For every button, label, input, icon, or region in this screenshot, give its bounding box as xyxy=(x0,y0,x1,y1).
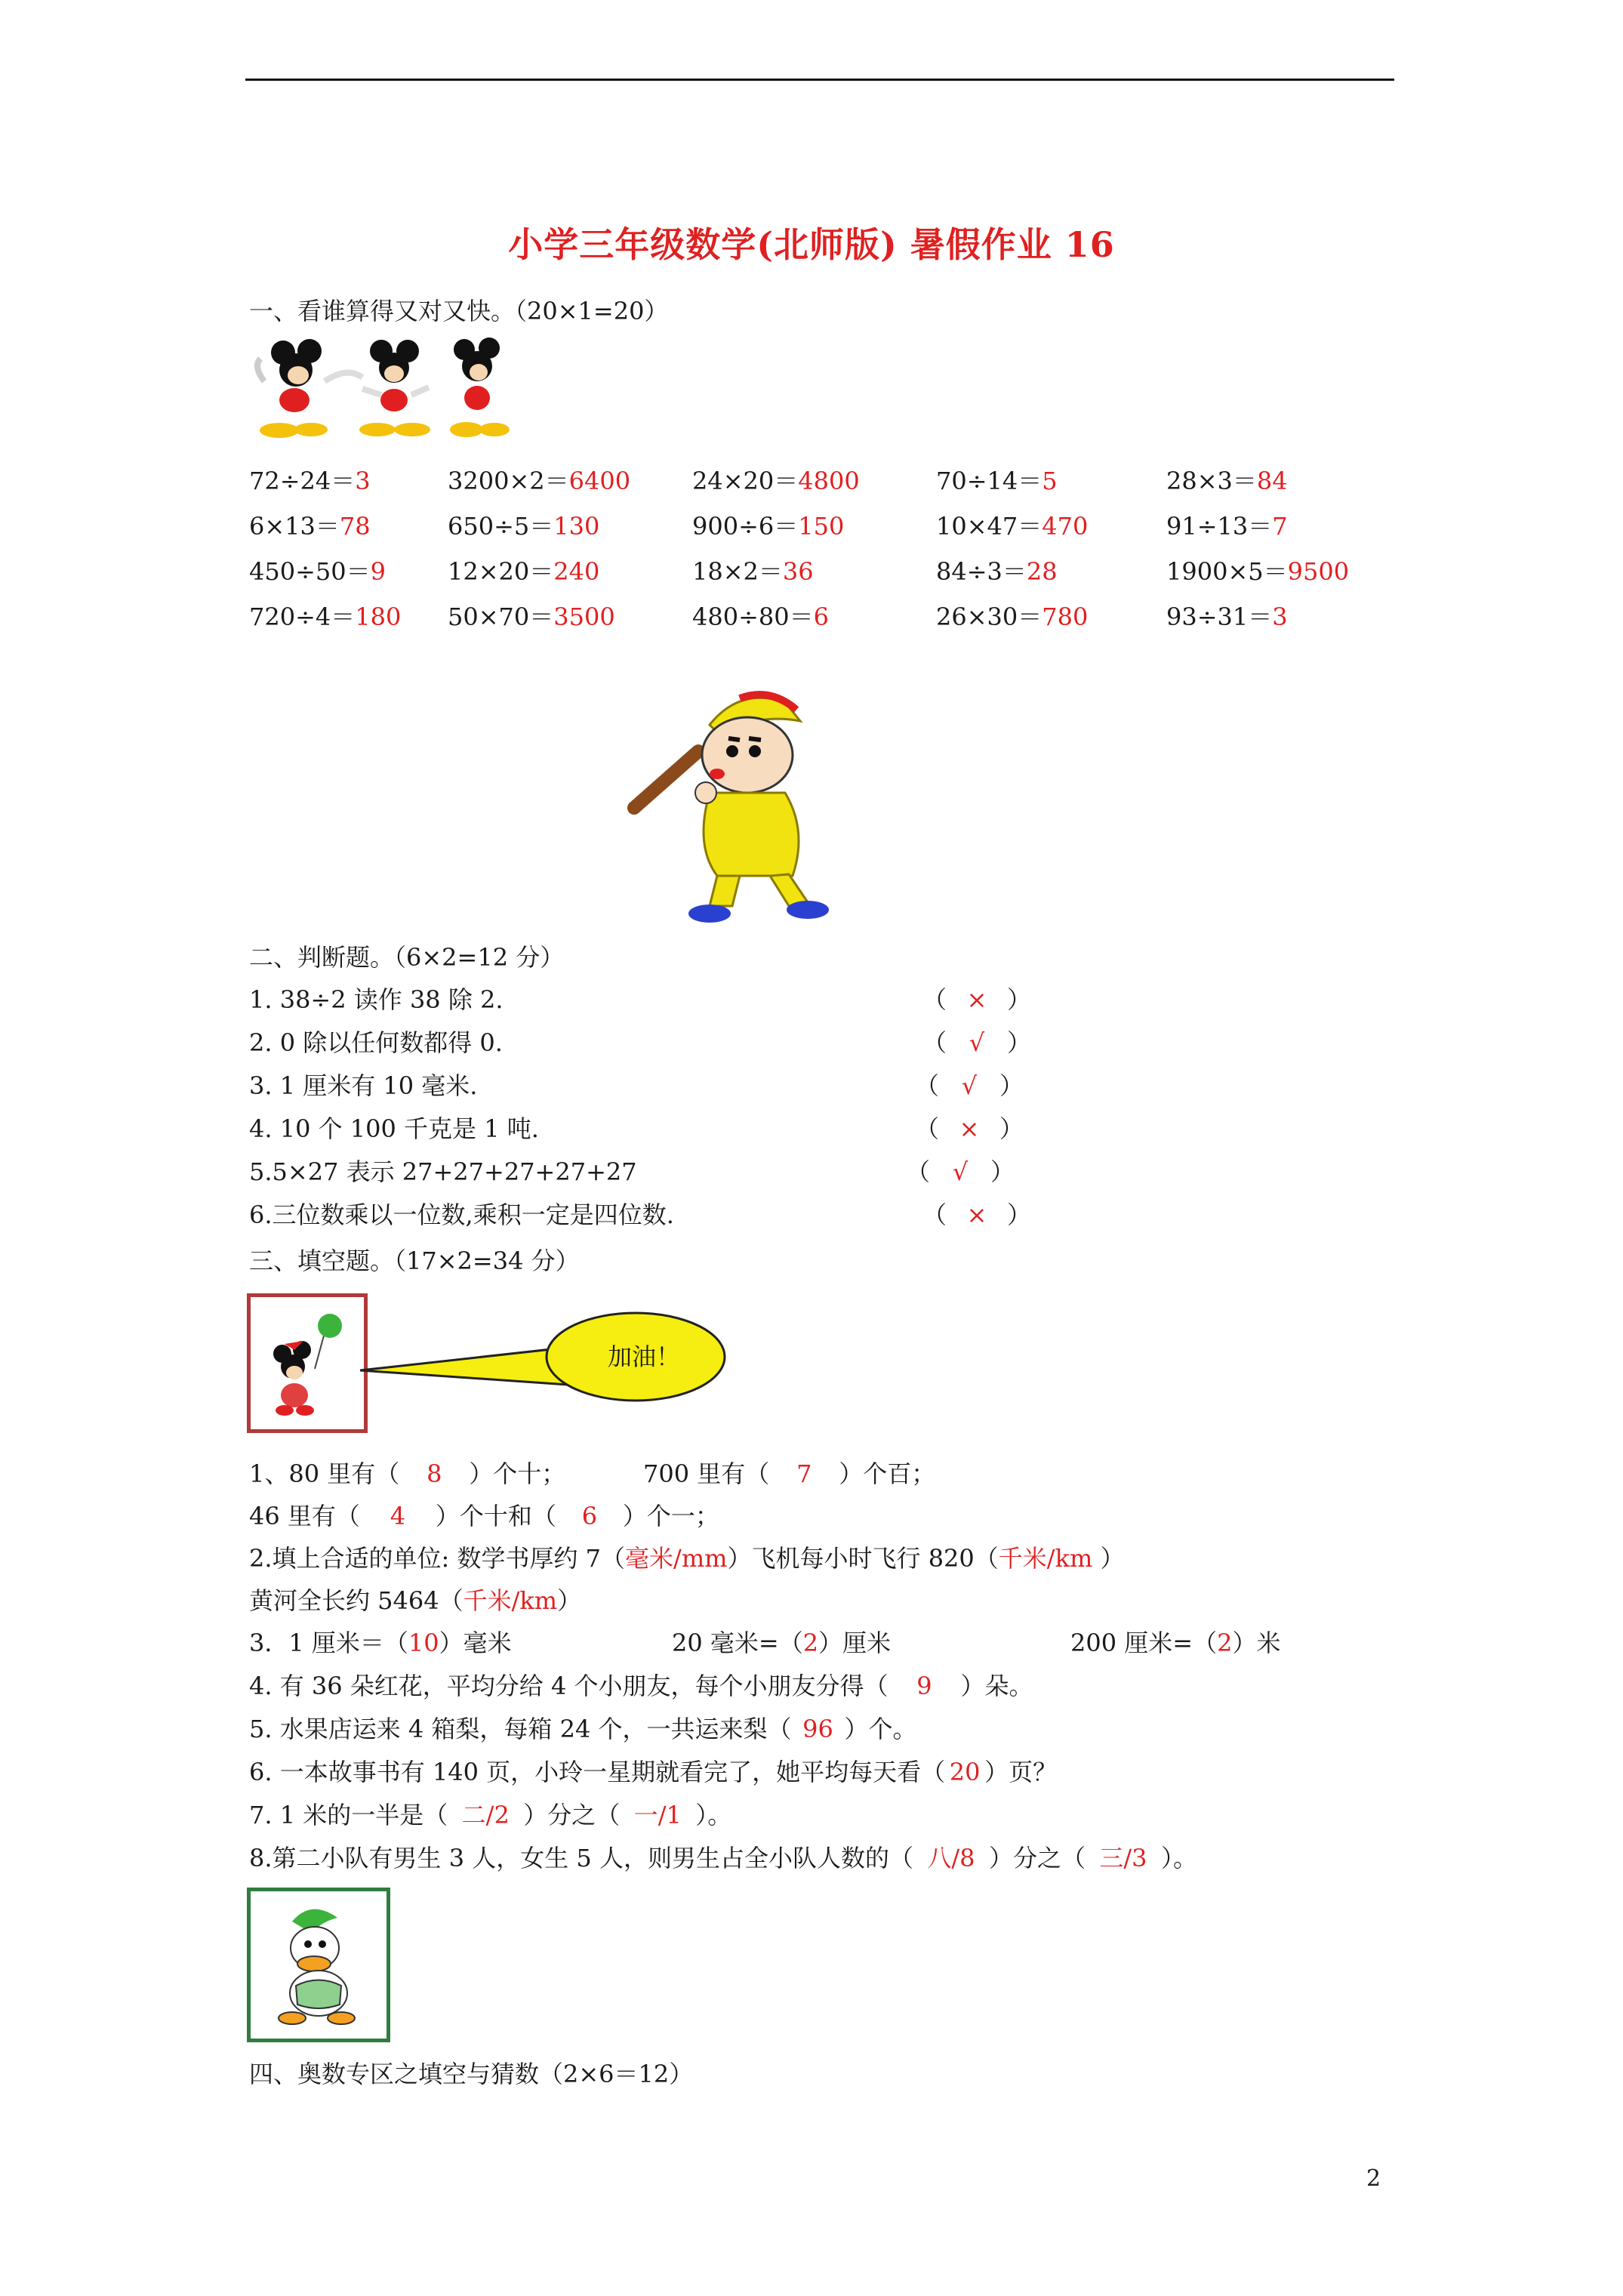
calc-item xyxy=(448,602,615,632)
q2a-text-2: ）飞机每小时飞行 820（ xyxy=(727,1544,999,1573)
q8-line xyxy=(249,1843,1197,1873)
judgment-answer-box xyxy=(922,985,1031,1015)
mickey-1 xyxy=(257,339,362,438)
q5-answer: 96 xyxy=(802,1715,833,1743)
minnie-frame xyxy=(247,1293,368,1433)
q6-answer: 20 xyxy=(949,1758,981,1786)
q1a-text-4: ）个百； xyxy=(839,1459,936,1488)
close-paren: ） xyxy=(1007,1028,1032,1057)
speech-bubble xyxy=(360,1310,753,1416)
calc-answer: 470 xyxy=(1042,512,1089,541)
calc-item xyxy=(692,602,829,632)
section4-heading: 四、奥数专区之填空与猜数（2×6＝12） xyxy=(249,2060,694,2088)
calc-question: 84÷3＝ xyxy=(936,557,1027,586)
q3c2-text-1: 20 毫米=（ xyxy=(672,1629,803,1657)
q2b-answer-1: 千米/km xyxy=(463,1586,558,1615)
q1b-text-2: ）个十和（ xyxy=(435,1502,556,1530)
q2-line-a xyxy=(249,1543,1125,1573)
judgment-answer-box xyxy=(915,1071,1024,1101)
q2a-answer-1: 毫米/mm xyxy=(625,1544,728,1573)
open-paren: （ xyxy=(906,1157,931,1186)
duck-frame xyxy=(247,1888,390,2042)
open-paren: （ xyxy=(915,1114,940,1143)
q6-text-1: 6. 一本故事书有 140 页，小玲一星期就看完了，她平均每天看（ xyxy=(249,1758,946,1786)
judgment-mark: × xyxy=(966,985,987,1014)
calc-question: 10×47＝ xyxy=(936,512,1042,541)
open-paren: （ xyxy=(922,1200,947,1229)
judgment-answer-box xyxy=(906,1157,1015,1187)
calc-item xyxy=(936,556,1058,587)
calc-item xyxy=(249,511,371,541)
calc-item xyxy=(1166,511,1288,541)
mickey-2 xyxy=(359,340,430,436)
page-number: 2 xyxy=(1366,2165,1381,2192)
calc-item xyxy=(936,511,1088,541)
calc-question: 650÷5＝ xyxy=(448,512,554,541)
q2b-text-2: ） xyxy=(557,1586,582,1615)
q3c1-text-1: 3．1 厘米＝（ xyxy=(249,1629,408,1657)
calc-answer: 3 xyxy=(1272,603,1288,631)
calc-answer: 28 xyxy=(1026,557,1058,586)
q1b-answer-2: 6 xyxy=(581,1502,598,1530)
open-paren: （ xyxy=(922,1028,947,1057)
calc-question: 12×20＝ xyxy=(448,557,554,586)
calc-question: 26×30＝ xyxy=(936,603,1042,631)
q3c3-text-2: ）米 xyxy=(1232,1629,1281,1657)
close-paren: ） xyxy=(1007,985,1032,1014)
calc-question: 720÷4＝ xyxy=(249,603,356,631)
calc-question: 72÷24＝ xyxy=(249,467,356,495)
calc-item xyxy=(936,602,1088,632)
q7-text-3: ）。 xyxy=(695,1801,732,1829)
mickey-3 xyxy=(450,337,510,437)
q8-text-1: 8.第二小队有男生 3 人，女生 5 人，则男生占全小队人数的（ xyxy=(249,1844,913,1872)
q8-answer-2: 三/3 xyxy=(1099,1844,1147,1872)
calc-question: 50×70＝ xyxy=(448,603,554,631)
calc-question: 3200×2＝ xyxy=(448,467,569,495)
q2b-text-1: 黄河全长约 5464（ xyxy=(249,1586,463,1615)
calc-question: 900÷6＝ xyxy=(692,512,799,541)
boy-with-bat-illustration xyxy=(627,680,876,936)
calc-answer: 3500 xyxy=(553,603,615,631)
judgment-statement: 2. 0 除以任何数都得 0. xyxy=(249,1028,503,1057)
q8-answer-1: 八/8 xyxy=(927,1844,975,1872)
calc-answer: 7 xyxy=(1272,512,1288,541)
q1a-text-2: ）个十； xyxy=(469,1459,566,1488)
q2a-text-3: ） xyxy=(1092,1544,1125,1573)
calc-answer: 36 xyxy=(782,557,814,586)
q1-line-b xyxy=(249,1501,719,1531)
calc-item xyxy=(448,556,599,587)
judgment-statement: 5.5×27 表示 27+27+27+27+27 xyxy=(249,1157,637,1186)
calc-answer: 9500 xyxy=(1287,557,1350,586)
q7-line xyxy=(249,1800,731,1830)
calc-answer: 180 xyxy=(355,603,402,631)
q1a-answer-2: 7 xyxy=(796,1459,812,1488)
calc-item xyxy=(249,602,401,632)
q1b-text-3: ）个一； xyxy=(622,1502,719,1530)
calc-item xyxy=(1166,556,1349,587)
q8-text-3: ）。 xyxy=(1160,1844,1197,1872)
section1-heading: 一、看谁算得又对又快。（20×1=20） xyxy=(249,297,669,325)
judgment-statement: 1. 38÷2 读作 38 除 2. xyxy=(249,985,504,1014)
q4-line xyxy=(249,1671,1033,1701)
calc-answer: 130 xyxy=(553,512,600,541)
calc-question: 70÷14＝ xyxy=(936,467,1042,495)
q1b-text-1: 46 里有（ xyxy=(249,1502,360,1530)
mickey-illustration xyxy=(249,336,536,442)
calc-answer: 84 xyxy=(1256,467,1288,495)
calc-item xyxy=(448,466,630,496)
q8-text-2: ）分之（ xyxy=(988,1844,1086,1872)
calc-answer: 780 xyxy=(1042,603,1089,631)
calc-item xyxy=(692,556,814,587)
calc-question: 18×2＝ xyxy=(692,557,783,586)
q3c3-answer: 2 xyxy=(1217,1629,1233,1657)
judgment-statement: 4. 10 个 100 千克是 1 吨. xyxy=(249,1114,539,1143)
judgment-mark: √ xyxy=(961,1071,978,1100)
calc-item xyxy=(1166,602,1288,632)
q1-line-a xyxy=(249,1459,565,1489)
calc-item xyxy=(1166,466,1288,496)
calc-answer: 6400 xyxy=(568,467,631,495)
calc-answer: 4800 xyxy=(798,467,860,495)
judgment-statement: 3. 1 厘米有 10 毫米. xyxy=(249,1071,478,1100)
judgment-mark: × xyxy=(959,1114,980,1143)
calc-item xyxy=(448,511,599,541)
q5-text-1: 5. 水果店运来 4 箱梨，每箱 24 个，一共运来梨（ xyxy=(249,1715,792,1743)
q3-cell-2 xyxy=(672,1628,891,1658)
q3-cell-3 xyxy=(1070,1628,1280,1658)
q1a-answer-1: 8 xyxy=(427,1459,442,1488)
calc-question: 24×20＝ xyxy=(692,467,799,495)
q3c2-text-2: ）厘米 xyxy=(818,1629,892,1657)
calc-answer: 78 xyxy=(339,512,371,541)
calc-answer: 9 xyxy=(370,557,386,586)
judgment-answer-box xyxy=(915,1114,1024,1144)
calc-question: 480÷80＝ xyxy=(692,603,814,631)
q2a-text-1: 2.填上合适的单位: 数学书厚约 7（ xyxy=(249,1544,626,1573)
q3c2-answer: 2 xyxy=(802,1629,819,1657)
q3-cell-1 xyxy=(249,1628,512,1658)
calc-answer: 240 xyxy=(553,557,600,586)
calc-answer: 6 xyxy=(813,603,829,631)
open-paren: （ xyxy=(922,985,947,1014)
q7-answer-1: 二/2 xyxy=(461,1801,510,1829)
judgment-answer-box xyxy=(922,1200,1031,1230)
q3c1-answer: 10 xyxy=(408,1629,439,1657)
page-title: 小学三年级数学(北师版) 暑假作业 16 xyxy=(508,224,1115,265)
q1a-text-3: 700 里有（ xyxy=(643,1459,770,1488)
calc-question: 450÷50＝ xyxy=(249,557,371,586)
q7-answer-2: 一/1 xyxy=(633,1801,682,1829)
close-paren: ） xyxy=(1007,1200,1032,1229)
judgment-statement: 6.三位数乘以一位数,乘积一定是四位数. xyxy=(249,1200,674,1229)
q1b-answer-1: 4 xyxy=(390,1502,406,1530)
calc-answer: 150 xyxy=(798,512,845,541)
calc-question: 28×3＝ xyxy=(1166,467,1257,495)
judgment-answer-box xyxy=(922,1028,1031,1058)
section2-heading: 二、判断题。（6×2=12 分） xyxy=(249,943,565,972)
judgment-mark: √ xyxy=(952,1157,969,1186)
q3c1-text-2: ）毫米 xyxy=(439,1629,512,1657)
calc-question: 6×13＝ xyxy=(249,512,340,541)
q2a-answer-2: 千米/km xyxy=(998,1544,1093,1573)
calc-item xyxy=(692,466,860,496)
calc-item xyxy=(249,556,386,587)
close-paren: ） xyxy=(999,1114,1024,1143)
speech-text: 加油！ xyxy=(608,1342,681,1371)
minnie-illustration xyxy=(251,1297,364,1429)
q2-line-b xyxy=(249,1586,581,1616)
q7-text-1: 7. 1 米的一半是（ xyxy=(249,1801,448,1829)
q6-text-2: ）页？ xyxy=(984,1758,1058,1786)
q5-text-2: ）个。 xyxy=(844,1715,917,1743)
section3-heading: 三、填空题。（17×2=34 分） xyxy=(249,1247,580,1275)
calc-item xyxy=(936,466,1058,496)
duck-illustration xyxy=(251,1891,387,2039)
calc-answer: 3 xyxy=(355,467,371,495)
q1a-text-1: 1、80 里有（ xyxy=(249,1459,400,1488)
calc-question: 1900×5＝ xyxy=(1166,557,1288,586)
close-paren: ） xyxy=(990,1157,1015,1186)
judgment-mark: × xyxy=(966,1200,987,1229)
q3c3-text-1: 200 厘米=（ xyxy=(1070,1629,1218,1657)
q4-answer: 9 xyxy=(916,1672,932,1700)
header-rule xyxy=(245,79,1394,81)
calc-item xyxy=(692,511,844,541)
q1-line-a-right xyxy=(643,1459,935,1489)
q7-text-2: ）分之（ xyxy=(523,1801,621,1829)
calc-answer: 5 xyxy=(1042,467,1058,495)
q4-text-1: 4. 有 36 朵红花，平均分给 4 个小朋友，每个小朋友分得（ xyxy=(249,1672,888,1700)
close-paren: ） xyxy=(999,1071,1024,1100)
q4-text-2: ）朵。 xyxy=(960,1672,1033,1700)
q6-line xyxy=(249,1757,1057,1787)
calc-question: 93÷31＝ xyxy=(1166,603,1273,631)
q5-line xyxy=(249,1714,917,1744)
open-paren: （ xyxy=(915,1071,940,1100)
calc-question: 91÷13＝ xyxy=(1166,512,1273,541)
judgment-mark: √ xyxy=(969,1028,985,1057)
calc-item xyxy=(249,466,371,496)
